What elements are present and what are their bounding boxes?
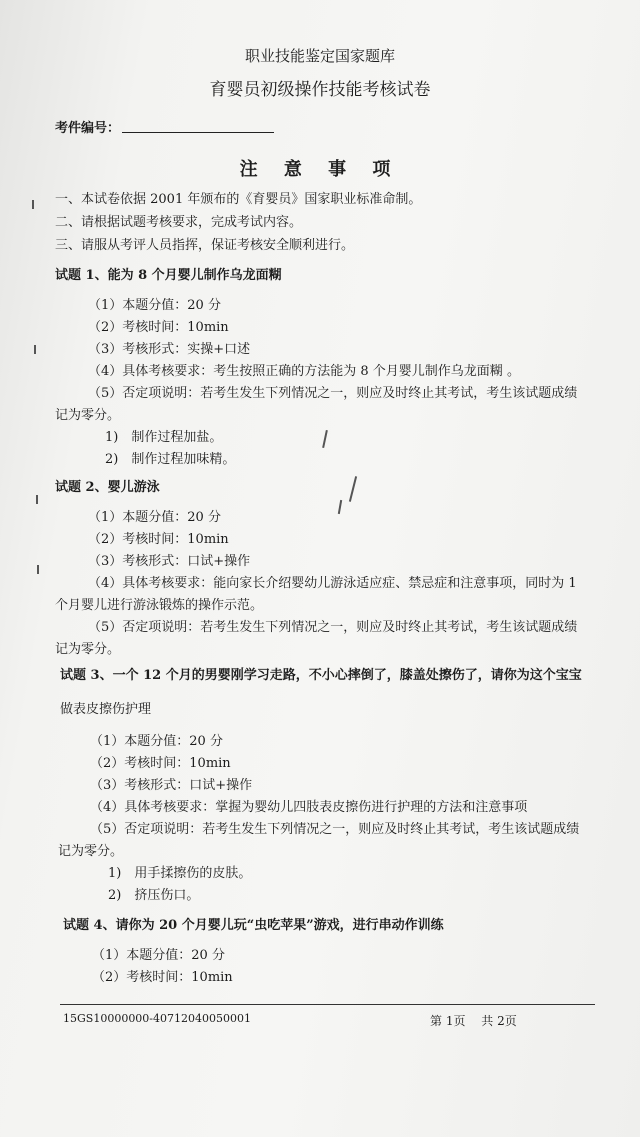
exam-title: 育婴员初级操作技能考核试卷 xyxy=(209,80,431,100)
footer-code: 15GS10000000-40712040050001 xyxy=(63,1012,252,1025)
q3-title-cont: 做表皮擦伤护理 xyxy=(60,702,152,717)
q3-title: 试题 3、一个 12 个月的男婴刚学习走路，不小心摔倒了，膝盖处擦伤了，请你为这个宝宝 xyxy=(60,668,582,683)
question-bank-heading: 职业技能鉴定国家题库 xyxy=(244,47,395,65)
exam-id-label: 考件编号： xyxy=(55,121,121,136)
notice-title: 注 意 事 项 xyxy=(239,159,401,180)
q3-negation-cont: 记为零分。 xyxy=(58,844,124,859)
q2-negation: （5）否定项说明：若考生发生下列情况之一，则应及时终止其考试，考生该试题成绩 xyxy=(88,620,578,635)
q2-negation-cont: 记为零分。 xyxy=(55,642,121,657)
q2-time: （2）考核时间：10min xyxy=(88,532,229,547)
q2-score: （1）本题分值：20 分 xyxy=(88,510,221,525)
q2-title: 试题 2、婴儿游泳 xyxy=(55,480,160,495)
footer-rule xyxy=(60,1004,595,1005)
q1-time: （2）考核时间：10min xyxy=(88,320,229,335)
q1-negation-cont: 记为零分。 xyxy=(55,408,121,423)
margin-mark xyxy=(37,565,39,574)
q1-title: 试题 1、能为 8 个月婴儿制作乌龙面糊 xyxy=(55,268,282,283)
q2-format: （3）考核形式：口试+操作 xyxy=(88,554,251,569)
q3-time: （2）考核时间：10min xyxy=(90,756,231,771)
notice-item-3: 三、请服从考评人员指挥，保证考核安全顺利进行。 xyxy=(55,238,355,253)
q3-score: （1）本题分值：20 分 xyxy=(90,734,223,749)
q1-requirement: （4）具体考核要求：考生按照正确的方法能为 8 个月婴儿制作乌龙面糊 。 xyxy=(88,364,520,379)
q1-format: （3）考核形式：实操+口述 xyxy=(88,342,251,357)
margin-mark xyxy=(32,200,34,209)
q1-score: （1）本题分值：20 分 xyxy=(88,298,221,313)
q4-time: （2）考核时间：10min xyxy=(92,970,233,985)
notice-item-1: 一、本试卷依据 2001 年颁布的《育婴员》国家职业标准命制。 xyxy=(55,192,422,207)
footer-page: 第 1页 共 2页 xyxy=(430,1014,517,1028)
q3-format: （3）考核形式：口试+操作 xyxy=(90,778,253,793)
q3-negation: （5）否定项说明：若考生发生下列情况之一，则应及时终止其考试，考生该试题成绩 xyxy=(90,822,580,837)
q4-title: 试题 4、请你为 20 个月婴儿玩“虫吃苹果”游戏，进行串动作训练 xyxy=(63,918,444,933)
notice-item-2: 二、请根据试题考核要求，完成考试内容。 xyxy=(55,215,303,230)
q3-sub-1: 1) 用手揉擦伤的皮肤。 xyxy=(108,866,252,881)
q4-score: （1）本题分值：20 分 xyxy=(92,948,225,963)
pen-mark xyxy=(349,476,357,502)
q1-sub-2: 2) 制作过程加味精。 xyxy=(105,452,236,467)
exam-id-blank xyxy=(122,120,274,133)
margin-mark xyxy=(34,345,36,354)
q3-sub-2: 2) 挤压伤口。 xyxy=(108,888,200,903)
q2-requirement: （4）具体考核要求：能向家长介绍婴幼儿游泳适应症、禁忌症和注意事项，同时为 1 xyxy=(88,576,577,591)
q1-sub-1: 1) 制作过程加盐。 xyxy=(105,430,223,445)
q2-requirement-cont: 个月婴儿进行游泳锻炼的操作示范。 xyxy=(55,598,264,613)
pen-mark xyxy=(322,430,328,448)
margin-mark xyxy=(36,495,38,504)
pen-mark xyxy=(338,500,342,514)
exam-id-row xyxy=(55,117,274,136)
q3-requirement: （4）具体考核要求：掌握为婴幼儿四肢表皮擦伤进行护理的方法和注意事项 xyxy=(90,800,528,815)
q1-negation: （5）否定项说明：若考生发生下列情况之一，则应及时终止其考试，考生该试题成绩 xyxy=(88,386,578,401)
